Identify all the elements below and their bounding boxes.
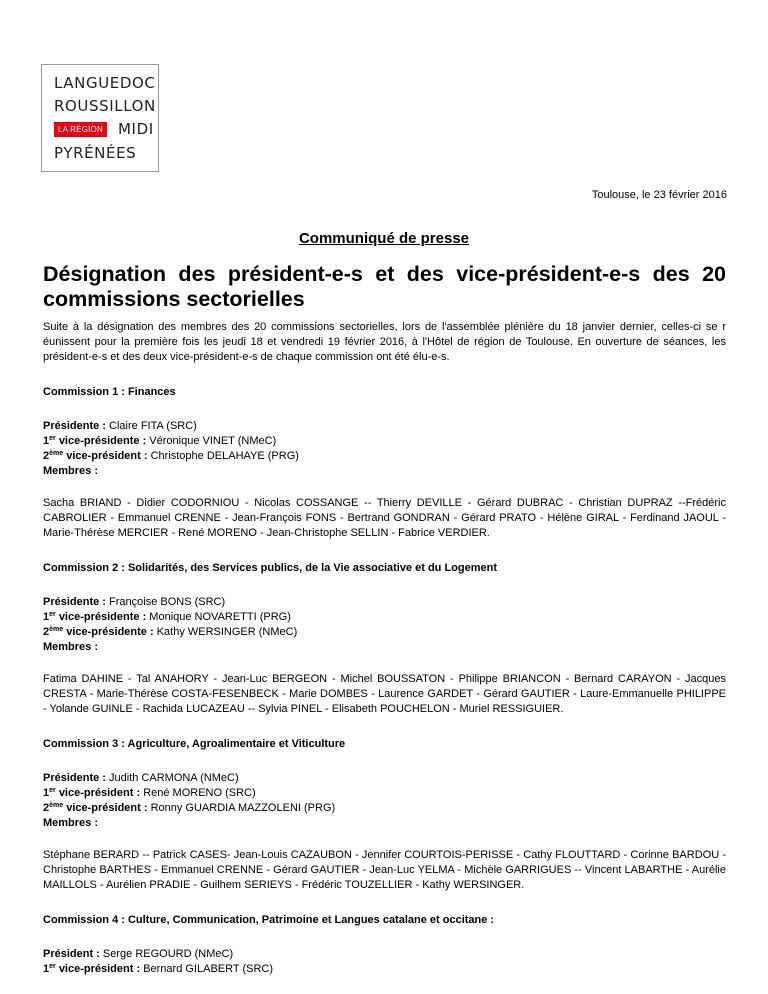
vp1-label: vice-président : bbox=[58, 963, 141, 975]
vp1-line bbox=[43, 610, 726, 625]
vp2-name: Kathy WERSINGER (NMeC) bbox=[156, 626, 298, 638]
president-line bbox=[43, 595, 726, 610]
vp1-label: vice-présidente : bbox=[58, 611, 147, 623]
commission-roles bbox=[43, 771, 726, 831]
vp2-suffix: ème bbox=[49, 802, 64, 809]
logo-line-midi: MIDI bbox=[118, 120, 154, 138]
press-release-label: Communiqué de presse bbox=[298, 230, 470, 247]
commission-roles bbox=[43, 419, 726, 479]
vp1-name: René MORENO (SRC) bbox=[143, 787, 256, 799]
members-label-line bbox=[43, 464, 726, 479]
vp2-name: Ronny GUARDIA MAZZOLENI (PRG) bbox=[150, 802, 336, 814]
president-line bbox=[43, 419, 726, 434]
president-label: Présidente : bbox=[43, 772, 106, 784]
commission-title: Commission 3 : Agriculture, Agroalimentaire et Viticulture bbox=[43, 738, 346, 750]
members-label: Membres : bbox=[43, 465, 99, 477]
commission-title: Commission 2 : Solidarités, des Services publics, de la Vie associative et du Logement bbox=[43, 562, 498, 574]
vp2-suffix: ème bbox=[49, 626, 64, 633]
commission-roles bbox=[43, 595, 726, 655]
members-list: Fatima DAHINE - Tal ANAHORY - Jean-Luc BERGEON - Michel BOUSSATON - Philippe BRIANCON - Bernard CARAYON - Jacques CRESTA - Marie-Thérèse COSTA-FESENBECK - Marie DOMBES - Laurence GARDET - Gérard GAUTIER - Laure-Emmanuelle PHILIPPE - Yolande GUINLE - Rachida LUCAZEAU -- Sylvia PINEL - Elisabeth POUCHELON - Muriel RESSIGUIER. bbox=[43, 673, 726, 715]
vp2-label: vice-présidente : bbox=[66, 626, 154, 638]
vp2-number: 2 bbox=[43, 626, 50, 638]
intro-paragraph: Suite à la désignation des membres des 20 commissions sectorielles, lors de l'assemblée plénière du 18 janvier dernier, celles-ci se r éunissent pour la première fois les jeudi 18 et vendredi 19 février 2016, à l'Hôtel de région de Toulouse. En ouverture de séances, les président-e-s et des deux vice-président-e-s de chaque commission ont été élu-e-s. bbox=[43, 321, 726, 363]
vp2-name: Christophe DELAHAYE (PRG) bbox=[150, 450, 299, 462]
logo-line-languedoc: LANGUEDOC bbox=[54, 74, 156, 92]
president-name: Serge REGOURD (NMeC) bbox=[102, 948, 234, 960]
commission-section bbox=[43, 913, 726, 977]
members-list: Sacha BRIAND - Didier CODORNIOU - Nicolas COSSANGE -- Thierry DEVILLE - Gérard DUBRAC - Christian DUPRAZ --Frédéric CABROLIER - Emmanuel CRENNE - Jean-François FONS - Bertrand GONDRAN - Gérard PRATO - Hélène GIRAL - Ferdinand JAOUL - Marie-Thérèse MERCIER - René MORENO - Jean-Christophe SELLIN - Fabrice VERDIER. bbox=[43, 497, 726, 539]
commission-section bbox=[43, 737, 726, 893]
vp1-number: 1 bbox=[43, 787, 50, 799]
vp1-number: 1 bbox=[43, 963, 50, 975]
vp1-label: vice-président : bbox=[58, 787, 141, 799]
commission-title: Commission 4 : Culture, Communication, Patrimoine et Langues catalane et occitane : bbox=[43, 914, 495, 926]
vp2-number: 2 bbox=[43, 802, 50, 814]
document-date: Toulouse, le 23 février 2016 bbox=[591, 189, 727, 201]
members-label-line bbox=[43, 816, 726, 831]
vp1-suffix: er bbox=[49, 611, 56, 618]
vp1-suffix: er bbox=[49, 963, 56, 970]
vp1-number: 1 bbox=[43, 435, 50, 447]
logo-badge-la-region: LA RÉGION bbox=[54, 122, 107, 137]
vp1-suffix: er bbox=[49, 435, 56, 442]
vp1-number: 1 bbox=[43, 611, 50, 623]
members-label-line bbox=[43, 640, 726, 655]
vp2-line bbox=[43, 801, 726, 816]
press-release-heading bbox=[0, 230, 768, 247]
vp1-name: Monique NOVARETTI (PRG) bbox=[149, 611, 291, 623]
vp1-line bbox=[43, 434, 726, 449]
president-line bbox=[43, 771, 726, 786]
president-name: Françoise BONS (SRC) bbox=[109, 596, 226, 608]
president-label: Président : bbox=[43, 948, 100, 960]
president-label: Présidente : bbox=[43, 420, 106, 432]
vp2-label: vice-président : bbox=[66, 450, 148, 462]
vp1-label: vice-présidente : bbox=[58, 435, 147, 447]
commission-roles bbox=[43, 947, 726, 977]
vp2-line bbox=[43, 625, 726, 640]
vp1-name: Bernard GILABERT (SRC) bbox=[143, 963, 273, 975]
members-label: Membres : bbox=[43, 641, 99, 653]
vp2-suffix: ème bbox=[49, 450, 64, 457]
logo-line-pyrenees: PYRÉNÉES bbox=[54, 144, 137, 162]
commission-section bbox=[43, 561, 726, 717]
president-line bbox=[43, 947, 726, 962]
president-name: Judith CARMONA (NMeC) bbox=[109, 772, 239, 784]
vp2-line bbox=[43, 449, 726, 464]
logo-line-roussillon: ROUSSILLON bbox=[54, 97, 156, 115]
members-label: Membres : bbox=[43, 817, 99, 829]
commission-title: Commission 1 : Finances bbox=[43, 386, 176, 398]
vp2-label: vice-président : bbox=[66, 802, 148, 814]
document-title: Désignation des président-e-s et des vice-président-e-s des 20 commissions sectorielles bbox=[43, 262, 726, 311]
commission-section bbox=[43, 385, 726, 541]
vp1-line bbox=[43, 962, 726, 977]
region-logo bbox=[41, 64, 159, 172]
vp1-name: Véronique VINET (NMeC) bbox=[149, 435, 277, 447]
members-list: Stéphane BERARD -- Patrick CASES- Jean-Louis CAZAUBON - Jennifer COURTOIS-PERISSE - Cathy FLOUTTARD - Corinne BARDOU - Christophe BARTHES - Emmanuel CRENNE - Gérard GAUTIER - Jean-Luc YELMA - Michèle GARRIGUES -- Vincent LABARTHE - Aurélie MAILLOLS - Aurélien PRADIE - Guilhem SERIEYS - Frédéric TOUZELLIER - Kathy WERSINGER. bbox=[43, 849, 726, 891]
vp2-number: 2 bbox=[43, 450, 50, 462]
vp1-line bbox=[43, 786, 726, 801]
document-body bbox=[43, 320, 726, 977]
vp1-suffix: er bbox=[49, 787, 56, 794]
president-name: Claire FITA (SRC) bbox=[109, 420, 197, 432]
president-label: Présidente : bbox=[43, 596, 106, 608]
